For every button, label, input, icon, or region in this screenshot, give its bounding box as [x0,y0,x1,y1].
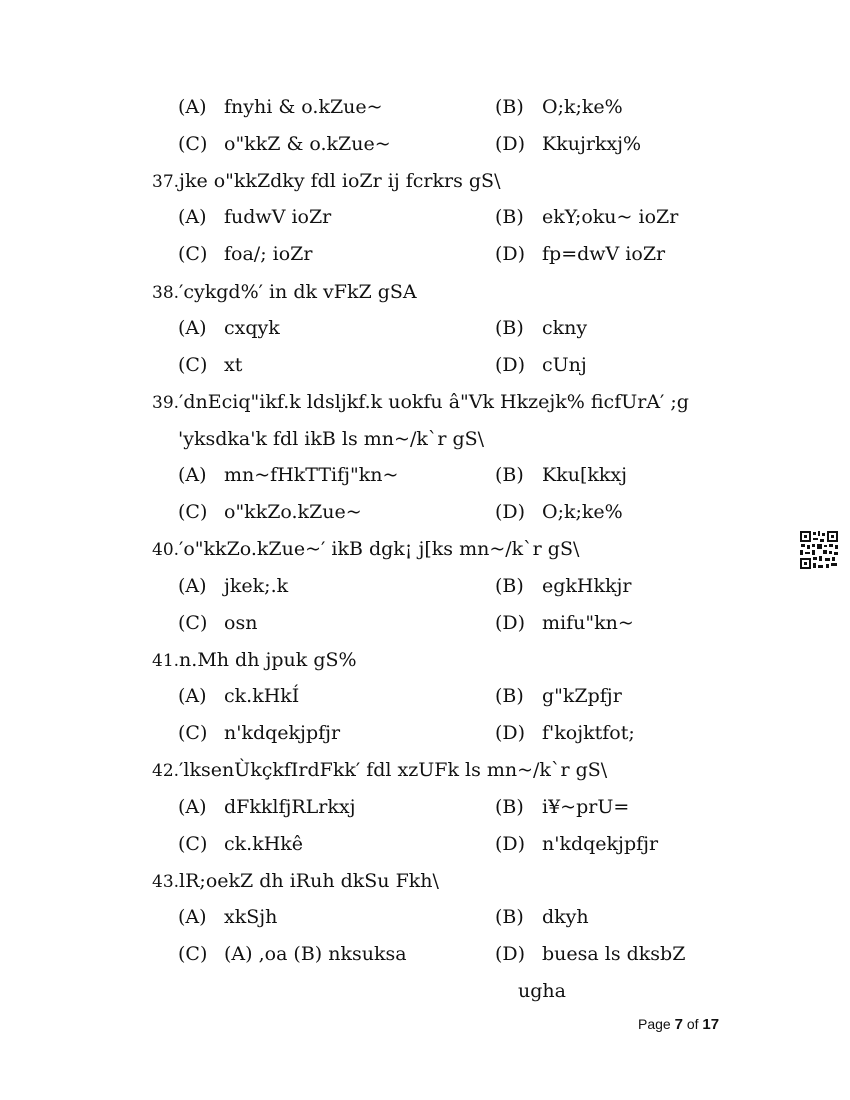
qr-code-icon [799,530,839,570]
question-number: 40. [152,540,180,560]
option-text: osn [224,612,258,634]
option-text: n'kdqekjpfjr [224,722,341,744]
option-text: mifu"kn~ [542,612,634,634]
option-label: (C) [178,722,208,744]
option-text: (A) ,oa (B) nksuksa [224,943,407,965]
option-label: (D) [495,722,526,744]
option-text: cUnj [542,354,587,376]
option-text: i¥~prU= [542,796,630,818]
question-number: 38. [152,283,180,303]
option-label: (B) [495,96,524,118]
option-text: ekY;oku~ ioZr [542,206,679,228]
option-label: (C) [178,612,208,634]
option-label: (A) [178,906,207,928]
option-label: (D) [495,501,526,523]
option-label: (A) [178,206,207,228]
option-label: (B) [495,317,524,339]
total-pages: 17 [702,1016,720,1033]
option-label: (D) [495,354,526,376]
option-text: Kkujrkxj% [542,133,642,155]
option-text: egkHkkjr [542,575,632,597]
option-text: foa/; ioZr [224,243,313,265]
option-text: g"kZpfjr [542,685,622,707]
question-text: lR;oekZ dh iRuh dkSu Fkh\ [179,870,439,892]
option-text: Kku[kkxj [542,464,627,486]
option-text: ckny [542,317,588,339]
option-label: (C) [178,943,208,965]
option-label: (B) [495,796,524,818]
option-text: ck.kHkÍ [224,685,300,707]
question-number: 41. [152,651,180,671]
question-text: n.Mh dh jpuk gS% [179,649,357,671]
option-text: dFkklfjRLrkxj [224,796,356,818]
option-label: (D) [495,612,526,634]
question-number: 39. [152,393,180,413]
question-text: jke o"kkZdky fdl ioZr ij fcrkrs gS\ [179,170,501,192]
option-text: o"kkZ & o.kZue~ [224,133,391,155]
option-label: (D) [495,833,526,855]
option-label: (B) [495,685,524,707]
option-text: ck.kHkê [224,833,304,855]
option-label: (C) [178,501,208,523]
current-page: 7 [674,1016,683,1033]
option-text-continued: ugha [518,980,566,1002]
option-text: jkek;.k [224,575,289,597]
option-text: cxqyk [224,317,280,339]
option-text: fnyhi & o.kZue~ [224,96,383,118]
page-of: of [686,1016,699,1032]
question-number: 43. [152,872,180,892]
option-text: O;k;ke% [542,96,623,118]
option-text: fp=dwV ioZr [542,243,666,265]
question-text: ′dnEciq"ikf.k ldsljkf.k uokfu â"Vk Hkzejk% ficfUrA′ ;g [179,391,689,413]
question-number: 42. [152,761,180,781]
option-label: (B) [495,906,524,928]
option-text: mn~fHkTTifj"kn~ [224,464,399,486]
page-label: Page [638,1016,671,1032]
option-label: (C) [178,243,208,265]
option-label: (B) [495,464,524,486]
option-text: n'kdqekjpfjr [542,833,659,855]
option-text: buesa ls dksbZ [542,943,686,965]
option-text: xt [224,354,243,376]
option-label: (C) [178,354,208,376]
option-label: (A) [178,317,207,339]
question-text: ′lksenÙkçkfIrdFkk′ fdl xzUFk ls mn~/k`r gS\ [179,759,608,781]
option-label: (C) [178,133,208,155]
option-text: xkSjh [224,906,278,928]
option-text: O;k;ke% [542,501,623,523]
question-text: ′o"kkZo.kZue~′ ikB dgk¡ j[ks mn~/k`r gS\ [179,538,580,560]
option-label: (D) [495,943,526,965]
option-label: (B) [495,206,524,228]
option-label: (D) [495,243,526,265]
question-text: ′cykgd%′ in dk vFkZ gSA [179,281,417,303]
option-label: (A) [178,685,207,707]
option-text: o"kkZo.kZue~ [224,501,362,523]
question-text-continued: 'yksdka'k fdl ikB ls mn~/k`r gS\ [178,428,485,450]
option-label: (A) [178,96,207,118]
page-number-footer [638,1016,719,1033]
option-text: fudwV ioZr [224,206,332,228]
option-label: (A) [178,796,207,818]
question-number: 37. [152,172,180,192]
option-label: (A) [178,464,207,486]
option-text: dkyh [542,906,589,928]
option-label: (B) [495,575,524,597]
option-text: f'kojktfot; [542,722,635,744]
option-label: (D) [495,133,526,155]
option-label: (A) [178,575,207,597]
option-label: (C) [178,833,208,855]
